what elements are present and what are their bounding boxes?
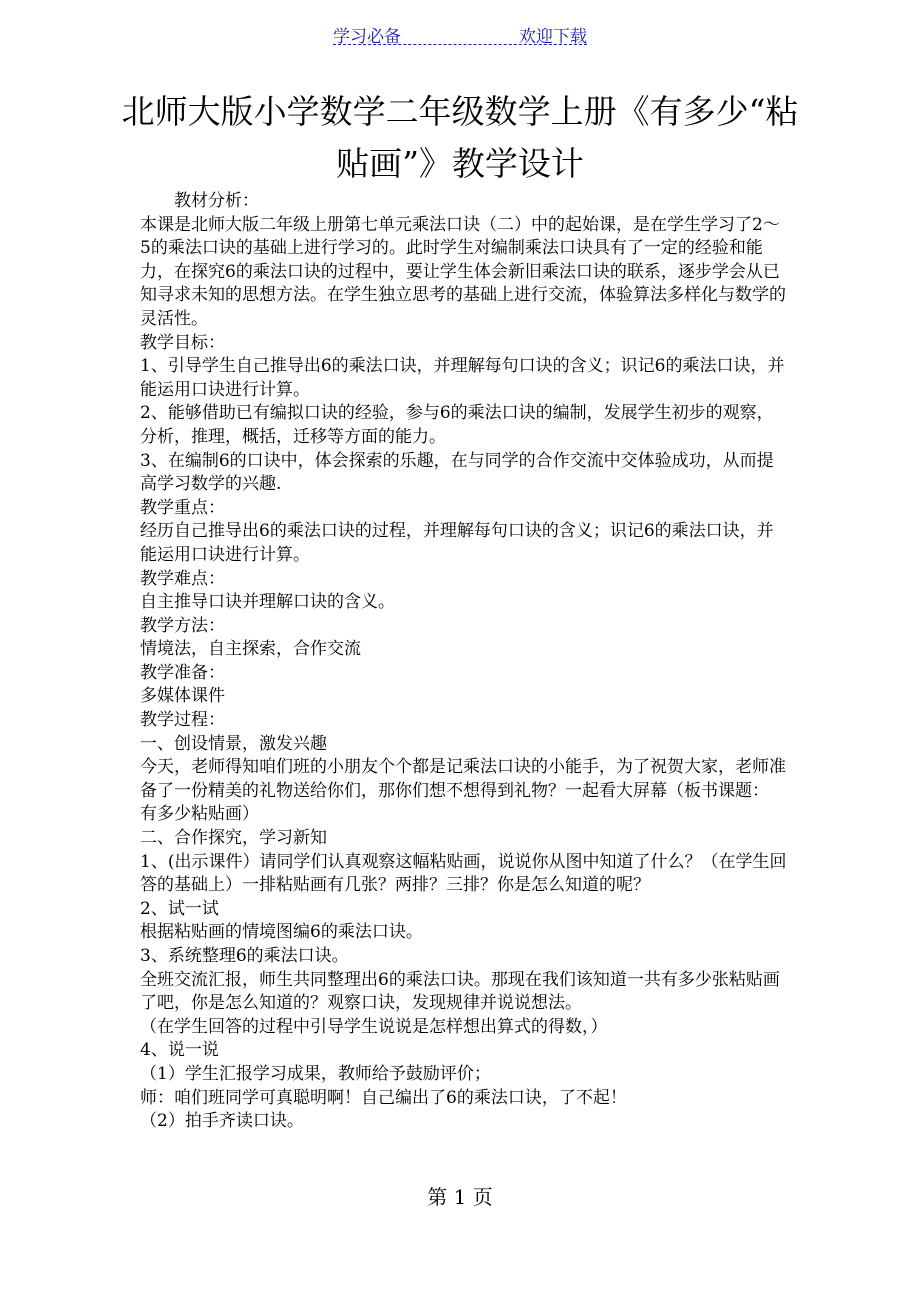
paragraph: 多媒体课件	[140, 686, 225, 707]
document-title: 北师大版小学数学二年级数学上册《有多少“粘贴画”》教学设计	[121, 92, 799, 183]
section-heading: 教学难点：	[140, 568, 225, 589]
paragraph: 1、引导学生自己推导出6的乘法口诀，并理解每句口诀的含义；识记6的乘法口诀，并能运用口诀进行计算。	[140, 356, 785, 400]
section-heading: 教学目标：	[140, 332, 225, 353]
paragraph: 3、在编制6的口诀中，体会探索的乐趣，在与同学的合作交流中交体验成功，从而提高学习数学的兴趣.	[140, 450, 774, 495]
page-header	[333, 20, 587, 45]
page-number: 第 1 页	[427, 1185, 493, 1209]
paragraph: 1、(出示课件）请同学们认真观察这幅粘贴画，说说你从图中知道了什么？（在学生回答的基础上）一排粘贴画有几张？两排？三排？你是怎么知道的呢？	[140, 851, 787, 896]
paragraph: 4、说一说	[140, 1040, 219, 1061]
paragraph: 全班交流汇报，师生共同整理出6的乘法口诀。那现在我们该知道一共有多少张粘贴画了吧，你是怎么知道的？观察口诀，发现规律并说说想法。	[140, 969, 780, 1014]
paragraph: 根据粘贴画的情境图编6的乘法口诀。	[140, 922, 423, 943]
header-left-text: 学习必备	[333, 27, 401, 47]
paragraph: 本课是北师大版二年级上册第七单元乘法口诀（二）中的起始课，是在学生学习了2～5的乘法口诀的基础上进行学习的。此时学生对编制乘法口诀具有了一定的经验和能力，在探究6的乘法口诀的过程中，要让学生体会新旧乘法口诀的联系，逐步学会从已知寻求未知的思想方法。在学生独立思考的基础上进行交流，体验算法多样化与数学的灵活性。	[140, 214, 786, 329]
paragraph: 一、创设情景，激发兴趣	[140, 733, 327, 754]
paragraph: 2、能够借助已有编拟口诀的经验，参与6的乘法口诀的编制，发展学生初步的观察，分析，推理，概括，迁移等方面的能力。	[140, 403, 774, 447]
paragraph: 自主推导口诀并理解口诀的含义。	[140, 592, 395, 613]
section-heading: 教学重点：	[140, 497, 225, 518]
paragraph: （1）学生汇报学习成果，教师给予鼓励评价；	[140, 1063, 491, 1084]
paragraph: （2）拍手齐读口诀。	[140, 1111, 304, 1132]
paragraph: 3、系统整理6的乘法口诀。	[140, 946, 349, 966]
section-heading: 教材分析：	[174, 191, 259, 211]
paragraph: 2、试一试	[140, 898, 219, 919]
paragraph: 经历自己推导出6的乘法口诀的过程，并理解每句口诀的含义；识记6的乘法口诀，并能运用口诀进行计算。	[140, 521, 774, 565]
paragraph: 二、合作探究，学习新知	[140, 828, 327, 849]
paragraph: 师：咱们班同学可真聪明啊！自己编出了6的乘法口诀，了不起！	[140, 1087, 627, 1108]
document-body	[140, 190, 790, 1134]
paragraph: （在学生回答的过程中引导学生说说是怎样想出算式的得数，）	[140, 1016, 608, 1037]
section-heading: 教学过程：	[140, 710, 225, 731]
section-heading: 教学准备：	[140, 662, 225, 683]
paragraph: 今天，老师得知咱们班的小朋友个个都是记乘法口诀的小能手，为了祝贺大家，老师准备了一份精美的礼物送给你们，那你们想不想得到礼物？一起看大屏幕（板书课题： 有多少粘贴画）	[140, 757, 786, 825]
section-heading: 教学方法：	[140, 615, 225, 636]
header-right-text: 欢迎下载	[519, 27, 587, 47]
paragraph: 情境法，自主探索，合作交流	[140, 639, 361, 660]
